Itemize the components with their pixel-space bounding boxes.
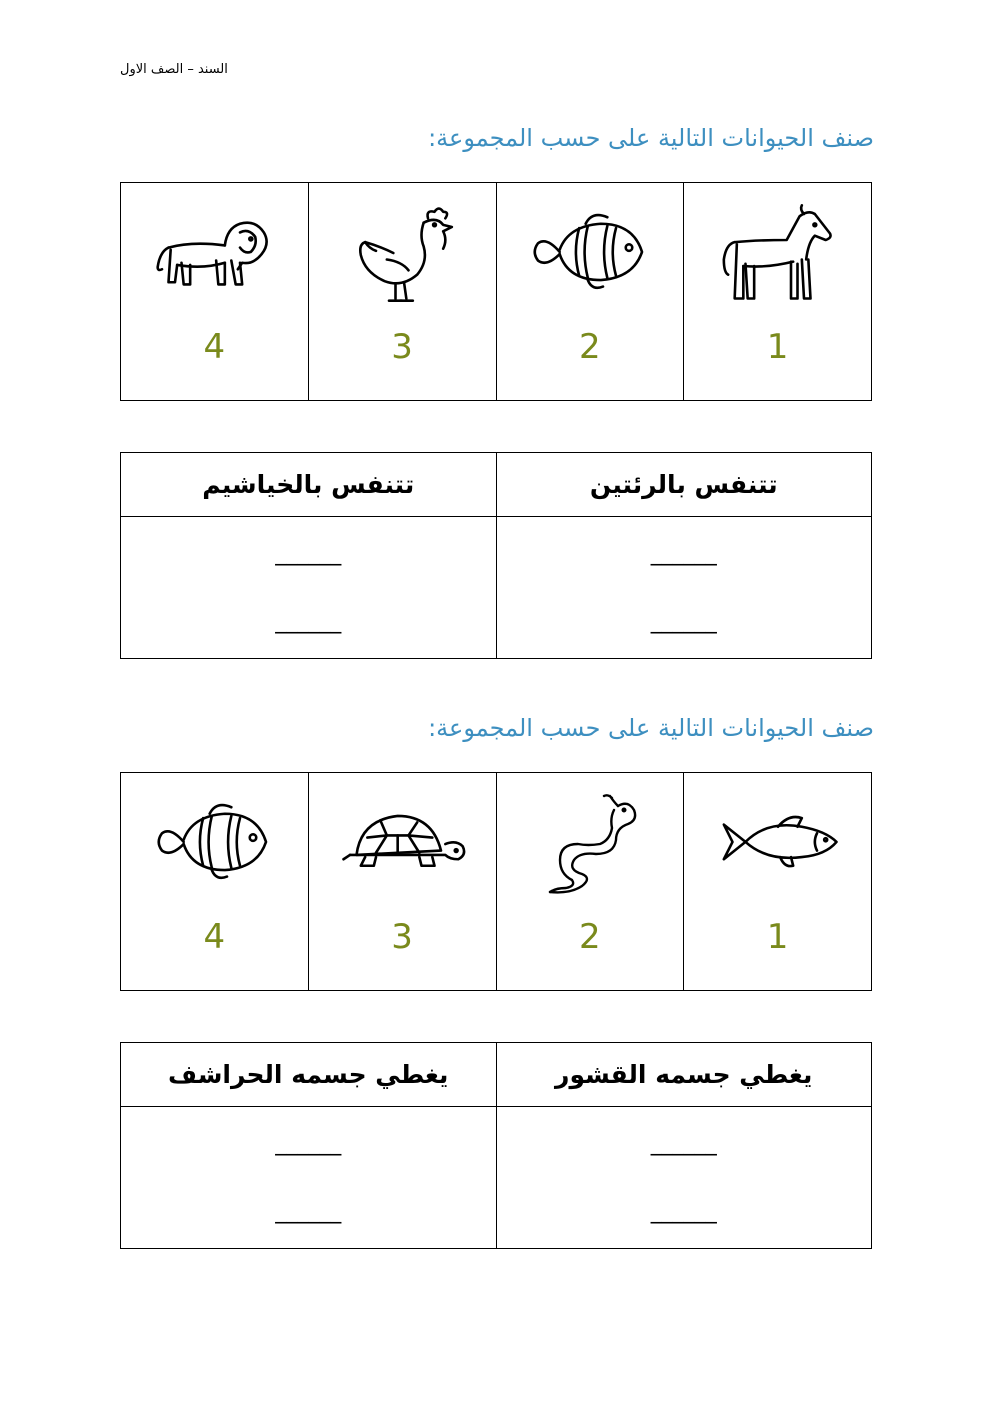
animal-number: 3	[391, 917, 413, 957]
answer-blank[interactable]: ______	[650, 1131, 717, 1156]
animal-cell	[308, 773, 496, 991]
animal-number: 2	[579, 327, 601, 367]
animals-table-2	[120, 772, 872, 991]
animal-number: 3	[391, 327, 413, 367]
lion-icon	[149, 198, 279, 308]
animals-table-1	[120, 182, 872, 401]
answer-blank[interactable]: ______	[275, 609, 342, 634]
animal-cell	[121, 773, 309, 991]
answer-cell-scales[interactable]	[121, 1107, 497, 1249]
animal-cell	[684, 183, 872, 401]
animal-cell	[684, 773, 872, 991]
animal-number: 1	[766, 327, 789, 367]
answer-cell-shells[interactable]	[496, 1107, 872, 1249]
answer-blank[interactable]: ______	[275, 541, 342, 566]
animal-cell	[496, 773, 684, 991]
section2-instruction: صنف الحيوانات التالية على حسب المجموعة:	[428, 714, 874, 742]
header-title: السند – الصف الاول	[120, 62, 228, 77]
section1-instruction: صنف الحيوانات التالية على حسب المجموعة:	[428, 124, 874, 152]
animal-cell	[496, 183, 684, 401]
animal-cell	[121, 183, 309, 401]
classify-table-1	[120, 452, 872, 659]
animal-number: 4	[203, 327, 226, 367]
column-heading-shells: يغطي جسمه القشور	[496, 1043, 872, 1107]
answer-blank[interactable]: ______	[275, 1131, 342, 1156]
clownfish-icon	[525, 198, 655, 308]
animal-number: 2	[579, 917, 601, 957]
column-heading-scales: يغطي جسمه الحراشف	[121, 1043, 497, 1107]
answer-blank[interactable]: ______	[275, 1199, 342, 1224]
animal-number: 1	[766, 917, 789, 957]
clownfish-icon	[149, 788, 279, 898]
hen-icon	[337, 198, 467, 308]
answer-blank[interactable]: ______	[650, 541, 717, 566]
answer-blank[interactable]: ______	[650, 1199, 717, 1224]
column-heading-gills: تتنفس بالخياشيم	[121, 453, 497, 517]
turtle-icon	[337, 788, 467, 898]
answer-cell-lungs[interactable]	[496, 517, 872, 659]
answer-cell-gills[interactable]	[121, 517, 497, 659]
animal-cell	[308, 183, 496, 401]
classify-table-2	[120, 1042, 872, 1249]
answer-blank[interactable]: ______	[650, 609, 717, 634]
column-heading-lungs: تتنفس بالرئتين	[496, 453, 872, 517]
snake-icon	[525, 788, 655, 898]
fish-icon	[713, 788, 843, 898]
horse-icon	[713, 198, 843, 308]
animal-number: 4	[203, 917, 226, 957]
